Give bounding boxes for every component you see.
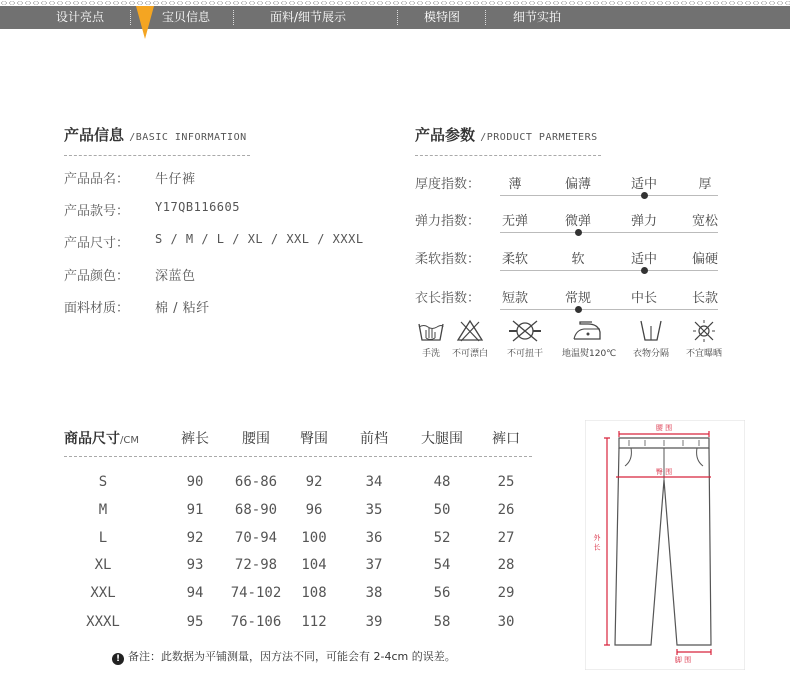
care-label: 不可漂白: [451, 349, 488, 359]
table-cell: 25: [497, 474, 515, 490]
nav-item-info[interactable]: 宝贝信息: [162, 10, 211, 24]
iron-icon: [570, 318, 604, 344]
param-scale-line: [500, 195, 718, 196]
size-cell: XXL: [90, 585, 116, 601]
size-table-title-text: 商品尺寸: [64, 431, 120, 447]
param-scale-line: [500, 232, 718, 233]
info-label: 产品尺寸：: [64, 236, 130, 251]
table-cell: 34: [365, 474, 383, 490]
params-title-en: /PRODUCT PARMETERS: [480, 132, 598, 143]
hem-label: 脚 围: [674, 656, 692, 664]
params-title: 产品参数: [415, 126, 476, 144]
table-cell: 74-102: [230, 585, 282, 601]
info-value-color: 深蓝色: [155, 269, 196, 284]
info-value-name: 牛仔裤: [155, 172, 196, 187]
table-cell: 26: [497, 502, 515, 518]
care-item: [562, 318, 617, 359]
nav-divider: [485, 10, 487, 25]
table-cell: 35: [365, 502, 383, 518]
table-cell: 91: [186, 502, 204, 518]
table-cell: 28: [497, 557, 515, 573]
param-option: 无弹: [501, 214, 528, 229]
col-header: 臀围: [300, 431, 328, 447]
info-value-sku: Y17QB116605: [155, 200, 240, 214]
length-label: 外 长: [593, 533, 601, 551]
info-label: 产品款号：: [64, 204, 130, 219]
no-sun-dry-icon: [689, 318, 719, 344]
size-cell: M: [98, 502, 108, 518]
info-label: 产品颜色：: [64, 269, 130, 284]
param-option: 适中: [630, 177, 657, 192]
divider: [64, 155, 250, 156]
size-table-title: [64, 428, 164, 448]
no-bleach-icon: [455, 318, 485, 344]
warning-icon: !: [112, 653, 124, 665]
nav-item-model[interactable]: 模特图: [424, 10, 461, 24]
param-option: 中长: [630, 291, 657, 306]
nav-divider: [397, 10, 399, 25]
col-header: 裤口: [492, 431, 520, 447]
param-selected-dot: [641, 192, 648, 199]
param-option: 偏薄: [564, 177, 591, 192]
care-item: [500, 318, 550, 359]
care-item: [626, 318, 676, 359]
param-option: 短款: [501, 291, 528, 306]
care-label: 衣物分隔: [632, 349, 669, 359]
param-option: 宽松: [691, 214, 718, 229]
param-selected-dot: [641, 267, 648, 274]
size-note: [112, 648, 456, 665]
size-cell: L: [98, 530, 108, 546]
table-cell: 95: [186, 614, 204, 630]
diagram-frame: [585, 420, 745, 670]
params-heading: [415, 124, 598, 145]
param-option: 柔软: [501, 252, 528, 267]
param-option: 软: [571, 252, 585, 267]
nav-item-detail[interactable]: 细节实拍: [513, 10, 562, 24]
param-option: 适中: [630, 252, 657, 267]
active-arrow-icon: [136, 6, 154, 39]
table-cell: 29: [497, 585, 515, 601]
param-option: 薄: [508, 177, 522, 192]
table-cell: 92: [305, 474, 323, 490]
top-nav-bar: [0, 0, 790, 29]
table-cell: 94: [186, 585, 204, 601]
nav-divider: [130, 10, 132, 25]
table-cell: 36: [365, 530, 383, 546]
size-cell: XL: [94, 557, 112, 573]
basic-info-title-en: /BASIC INFORMATION: [129, 132, 247, 143]
nav-item-fabric[interactable]: 面料/细节展示: [270, 10, 347, 24]
divider: [64, 456, 532, 457]
param-option: 厚: [698, 177, 712, 192]
table-cell: 54: [433, 557, 451, 573]
table-cell: 92: [186, 530, 204, 546]
hand-wash-icon: [416, 318, 446, 344]
table-cell: 58: [433, 614, 451, 630]
divider: [415, 155, 601, 156]
table-cell: 56: [433, 585, 451, 601]
table-cell: 100: [301, 530, 327, 546]
info-value-material: 棉 / 粘纤: [155, 301, 210, 316]
table-cell: 52: [433, 530, 451, 546]
table-cell: 76-106: [230, 614, 282, 630]
waist-label: 腰 围: [655, 424, 673, 432]
table-cell: 72-98: [234, 557, 278, 573]
table-cell: 104: [301, 557, 327, 573]
table-cell: 27: [497, 530, 515, 546]
note-text: 备注：此数据为平铺测量，因方法不同，可能会有 2-4cm 的误差。: [128, 650, 456, 663]
table-cell: 68-90: [234, 502, 278, 518]
care-item: [679, 318, 729, 359]
col-header: 裤长: [181, 431, 209, 447]
param-label: 厚度指数：: [415, 177, 481, 192]
care-item: [445, 318, 495, 359]
care-label: 不可扭干: [506, 349, 543, 359]
table-cell: 112: [301, 614, 327, 630]
care-label: 手洗: [421, 349, 440, 359]
table-cell: 70-94: [234, 530, 278, 546]
param-option: 微弹: [564, 214, 591, 229]
param-option: 弹力: [630, 214, 657, 229]
table-cell: 30: [497, 614, 515, 630]
param-selected-dot: [575, 229, 582, 236]
param-scale-line: [500, 309, 718, 310]
nav-band: [0, 6, 790, 29]
size-cell: S: [98, 474, 108, 490]
param-option: 偏硬: [691, 252, 718, 267]
separate-wash-icon: [636, 318, 666, 344]
table-cell: 48: [433, 474, 451, 490]
table-cell: 37: [365, 557, 383, 573]
basic-info-heading: [64, 124, 247, 145]
col-header: 腰围: [242, 431, 270, 447]
pants-diagram: [585, 420, 745, 670]
table-cell: 93: [186, 557, 204, 573]
care-label: 地温熨120℃: [562, 349, 617, 359]
table-cell: 39: [365, 614, 383, 630]
table-cell: 108: [301, 585, 327, 601]
col-header: 前档: [360, 431, 388, 447]
table-cell: 38: [365, 585, 383, 601]
info-value-sizes: S / M / L / XL / XXL / XXXL: [155, 232, 364, 246]
table-cell: 90: [186, 474, 204, 490]
size-table-unit: /CM: [120, 435, 139, 446]
table-cell: 96: [305, 502, 323, 518]
nav-item-design[interactable]: 设计亮点: [56, 10, 105, 24]
param-option: 长款: [691, 291, 718, 306]
care-label: 不宜曝晒: [685, 349, 722, 359]
info-label: 产品品名：: [64, 172, 130, 187]
size-cell: XXXL: [86, 614, 120, 630]
param-label: 衣长指数：: [415, 291, 481, 306]
no-wring-icon: [505, 318, 545, 344]
param-label: 柔软指数：: [415, 252, 481, 267]
table-cell: 50: [433, 502, 451, 518]
param-selected-dot: [575, 306, 582, 313]
table-cell: 66-86: [234, 474, 278, 490]
param-option: 常规: [564, 291, 591, 306]
hip-label: 臀 围: [655, 468, 673, 476]
basic-info-title: 产品信息: [64, 126, 125, 144]
info-label: 面料材质：: [64, 301, 130, 316]
col-header: 大腿围: [421, 431, 463, 447]
nav-divider: [233, 10, 235, 25]
param-label: 弹力指数：: [415, 214, 481, 229]
param-scale-line: [500, 270, 718, 271]
